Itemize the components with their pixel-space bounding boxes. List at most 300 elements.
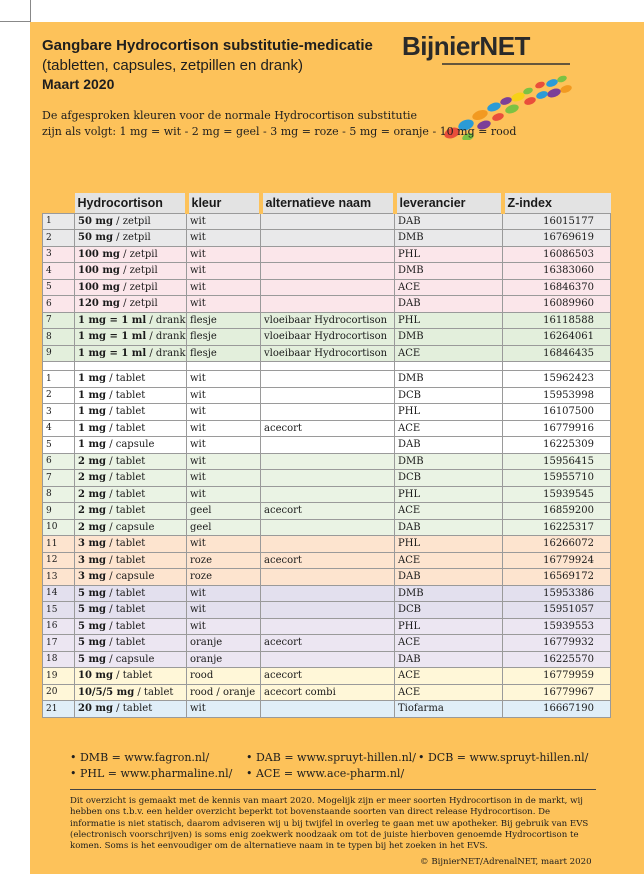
dose-form: / tablet (106, 488, 146, 500)
dose-value: 1 mg (78, 439, 107, 451)
dose-value: 1 mg (78, 406, 107, 418)
alternatieve-naam-cell (261, 387, 395, 404)
row-number: 5 (43, 437, 75, 454)
row-number: 20 (43, 684, 75, 701)
row-number: 11 (43, 536, 75, 553)
header-empty-cell (43, 193, 75, 213)
dose-form: / tablet (106, 373, 146, 385)
dose-form: / tablet (134, 686, 174, 698)
row-number: 18 (43, 651, 75, 668)
hydrocortison-cell (75, 536, 187, 553)
intro-line-1: De afgesproken kleuren voor de normale Hydrocortison substitutie (42, 109, 418, 122)
kleur-cell: wit (187, 279, 261, 296)
z-index-cell: 16086503 (503, 246, 611, 263)
dose-form: / capsule (106, 571, 155, 583)
leverancier-cell: DAB (395, 651, 503, 668)
kleur-cell: geel (187, 519, 261, 536)
dose-value: 5 mg (78, 587, 107, 599)
dose-value: 1 mg = 1 ml (78, 314, 147, 326)
table-row (43, 230, 611, 247)
z-index-cell: 15962423 (503, 371, 611, 388)
alternatieve-naam-cell: acecort (261, 668, 395, 685)
row-number: 9 (43, 503, 75, 520)
medication-table (42, 193, 611, 718)
row-number: 4 (43, 420, 75, 437)
dose-form: / zetpil (119, 265, 158, 277)
hydrocortison-cell (75, 312, 187, 329)
row-number: 17 (43, 635, 75, 652)
page-date: Maart 2020 (42, 76, 115, 92)
alternatieve-naam-cell (261, 618, 395, 635)
hydrocortison-cell (75, 387, 187, 404)
row-number: 10 (43, 519, 75, 536)
table-row (43, 345, 611, 362)
hydrocortison-cell (75, 651, 187, 668)
dose-value: 50 mg (78, 232, 113, 244)
dose-value: 50 mg (78, 215, 113, 227)
copyright-note: © BijnierNET/AdrenalNET, maart 2020 (420, 857, 592, 867)
alternatieve-naam-cell: vloeibaar Hydrocortison (261, 312, 395, 329)
row-number: 7 (43, 312, 75, 329)
table-row (43, 404, 611, 421)
z-index-cell: 16266072 (503, 536, 611, 553)
dose-form: / tablet (112, 703, 153, 715)
table-row (43, 453, 611, 470)
dose-value: 1 mg = 1 ml (78, 331, 147, 343)
top-crop-marks (0, 0, 644, 22)
table-row (43, 486, 611, 503)
table-row (43, 437, 611, 454)
dose-value: 1 mg = 1 ml (78, 347, 147, 359)
z-index-cell: 16846435 (503, 345, 611, 362)
crop-mark-horizontal (0, 21, 30, 22)
hydrocortison-cell (75, 552, 187, 569)
hydrocortison-cell (75, 470, 187, 487)
alternatieve-naam-cell (261, 585, 395, 602)
header-alternatieve-naam: alternatieve naam (261, 193, 395, 213)
link-dmb[interactable]: • DMB = www.fagron.nl/ (70, 751, 210, 764)
dose-value: 1 mg (78, 389, 107, 401)
table-row (43, 312, 611, 329)
table-row (43, 668, 611, 685)
leverancier-cell: DAB (395, 213, 503, 230)
dose-value: 2 mg (78, 505, 107, 517)
kleur-cell: rood (187, 668, 261, 685)
kleur-cell: wit (187, 470, 261, 487)
leverancier-cell: ACE (395, 552, 503, 569)
leverancier-cell: DMB (395, 230, 503, 247)
alternatieve-naam-cell: acecort combi (261, 684, 395, 701)
leverancier-cell: DAB (395, 296, 503, 313)
alternatieve-naam-cell (261, 371, 395, 388)
z-index-cell: 16769619 (503, 230, 611, 247)
kleur-cell: flesje (187, 345, 261, 362)
row-number: 9 (43, 345, 75, 362)
dose-form: / tablet (112, 670, 153, 682)
z-index-cell: 16225570 (503, 651, 611, 668)
row-number: 7 (43, 470, 75, 487)
dose-form: / tablet (106, 389, 146, 401)
intro-text (42, 108, 516, 140)
row-number: 3 (43, 404, 75, 421)
hydrocortison-cell (75, 296, 187, 313)
z-index-cell: 16225309 (503, 437, 611, 454)
table-row (43, 552, 611, 569)
table-row (43, 602, 611, 619)
kleur-cell: roze (187, 569, 261, 586)
dose-value: 5 mg (78, 604, 107, 616)
spacer-cell (187, 362, 261, 371)
kleur-cell: roze (187, 552, 261, 569)
spacer-cell (43, 362, 75, 371)
dose-value: 5 mg (78, 620, 107, 632)
table-row (43, 503, 611, 520)
row-number: 8 (43, 486, 75, 503)
header-z-index: Z-index (503, 193, 611, 213)
kleur-cell: flesje (187, 329, 261, 346)
dose-form: / tablet (106, 604, 146, 616)
leverancier-cell: DMB (395, 329, 503, 346)
crop-mark-vertical (30, 0, 31, 22)
dose-form: / tablet (106, 505, 146, 517)
link-dab[interactable]: • DAB = www.spruyt-hillen.nl/ (246, 751, 416, 764)
alternatieve-naam-cell: vloeibaar Hydrocortison (261, 329, 395, 346)
kleur-cell: wit (187, 701, 261, 718)
table-row (43, 279, 611, 296)
table-group-spacer (43, 362, 611, 371)
leverancier-cell: ACE (395, 684, 503, 701)
spacer-cell (75, 362, 187, 371)
hydrocortison-cell (75, 503, 187, 520)
alternatieve-naam-cell (261, 569, 395, 586)
hydrocortison-cell (75, 420, 187, 437)
hydrocortison-cell (75, 585, 187, 602)
table-row (43, 684, 611, 701)
header-hydrocortison: Hydrocortison (75, 193, 187, 213)
hydrocortison-cell (75, 329, 187, 346)
dose-form: / zetpil (119, 281, 158, 293)
alternatieve-naam-cell (261, 279, 395, 296)
leverancier-cell: DMB (395, 263, 503, 280)
dose-value: 10/5/5 mg (78, 686, 135, 698)
dose-value: 100 mg (78, 265, 120, 277)
table-row (43, 618, 611, 635)
row-number: 2 (43, 387, 75, 404)
intro-line-2: zijn als volgt: 1 mg = wit - 2 mg = geel - 3 mg = roze - 5 mg = oranje - 10 mg = rood (42, 125, 517, 138)
dose-value: 5 mg (78, 653, 107, 665)
dose-form: / zetpil (112, 215, 151, 227)
table-row (43, 519, 611, 536)
dose-form: / zetpil (119, 248, 158, 260)
leverancier-cell: ACE (395, 635, 503, 652)
alternatieve-naam-cell: acecort (261, 420, 395, 437)
table-row (43, 213, 611, 230)
page-subtitle: (tabletten, capsules, zetpillen en drank) (42, 57, 303, 74)
row-number: 2 (43, 230, 75, 247)
dose-form: / drank (146, 347, 186, 359)
hydrocortison-cell (75, 230, 187, 247)
kleur-cell: wit (187, 371, 261, 388)
row-number: 19 (43, 668, 75, 685)
kleur-cell: wit (187, 246, 261, 263)
dose-form: / tablet (106, 422, 146, 434)
z-index-cell: 15939545 (503, 486, 611, 503)
z-index-cell: 15956415 (503, 453, 611, 470)
footer-divider (70, 789, 596, 790)
table-row (43, 701, 611, 718)
link-dcb[interactable]: • DCB = www.spruyt-hillen.nl/ (418, 751, 589, 764)
leverancier-cell: ACE (395, 503, 503, 520)
table-row (43, 329, 611, 346)
table-row (43, 387, 611, 404)
leverancier-cell: DAB (395, 519, 503, 536)
hydrocortison-cell (75, 404, 187, 421)
kleur-cell: wit (187, 420, 261, 437)
dose-value: 20 mg (78, 703, 113, 715)
spacer-cell (503, 362, 611, 371)
z-index-cell: 15939553 (503, 618, 611, 635)
hydrocortison-cell (75, 437, 187, 454)
kleur-cell: wit (187, 602, 261, 619)
page-title: Gangbare Hydrocortison substitutie-medicatie (42, 37, 373, 54)
table-row (43, 371, 611, 388)
alternatieve-naam-cell: acecort (261, 635, 395, 652)
alternatieve-naam-cell: vloeibaar Hydrocortison (261, 345, 395, 362)
dose-value: 1 mg (78, 422, 107, 434)
hydrocortison-cell (75, 453, 187, 470)
row-number: 3 (43, 246, 75, 263)
row-number: 14 (43, 585, 75, 602)
hydrocortison-cell (75, 345, 187, 362)
hydrocortison-cell (75, 602, 187, 619)
z-index-cell: 16779924 (503, 552, 611, 569)
kleur-cell: geel (187, 503, 261, 520)
dose-form: / tablet (106, 455, 146, 467)
hydrocortison-cell (75, 618, 187, 635)
kleur-cell: wit (187, 437, 261, 454)
leverancier-cell: ACE (395, 668, 503, 685)
z-index-cell: 16118588 (503, 312, 611, 329)
link-phl[interactable]: • PHL = www.pharmaline.nl/ (70, 767, 233, 780)
leverancier-cell: DCB (395, 470, 503, 487)
alternatieve-naam-cell (261, 486, 395, 503)
alternatieve-naam-cell (261, 404, 395, 421)
dose-value: 1 mg (78, 373, 107, 385)
alternatieve-naam-cell (261, 296, 395, 313)
z-index-cell: 15951057 (503, 602, 611, 619)
dose-form: / tablet (106, 406, 146, 418)
dose-form: / tablet (106, 620, 146, 632)
leverancier-cell: ACE (395, 420, 503, 437)
spacer-cell (261, 362, 395, 371)
leverancier-cell: DMB (395, 453, 503, 470)
leverancier-cell: DAB (395, 437, 503, 454)
z-index-cell: 16779959 (503, 668, 611, 685)
row-number: 12 (43, 552, 75, 569)
alternatieve-naam-cell: acecort (261, 552, 395, 569)
row-number: 5 (43, 279, 75, 296)
dose-form: / capsule (106, 653, 155, 665)
hydrocortison-cell (75, 569, 187, 586)
table-row (43, 420, 611, 437)
table-row (43, 263, 611, 280)
leverancier-cell: Tiofarma (395, 701, 503, 718)
dose-value: 100 mg (78, 248, 120, 260)
leverancier-cell: PHL (395, 618, 503, 635)
dose-value: 10 mg (78, 670, 113, 682)
table-row (43, 635, 611, 652)
alternatieve-naam-cell (261, 519, 395, 536)
table-row (43, 470, 611, 487)
row-number: 21 (43, 701, 75, 718)
hydrocortison-cell (75, 213, 187, 230)
hydrocortison-cell (75, 701, 187, 718)
dose-form: / zetpil (112, 232, 151, 244)
alternatieve-naam-cell (261, 437, 395, 454)
z-index-cell: 16667190 (503, 701, 611, 718)
row-number: 6 (43, 296, 75, 313)
leverancier-cell: PHL (395, 536, 503, 553)
kleur-cell: wit (187, 618, 261, 635)
leverancier-cell: ACE (395, 279, 503, 296)
table-row (43, 585, 611, 602)
row-number: 4 (43, 263, 75, 280)
row-number: 13 (43, 569, 75, 586)
z-index-cell: 16015177 (503, 213, 611, 230)
hydrocortison-cell (75, 371, 187, 388)
page-title-block (42, 36, 373, 94)
leverancier-cell: PHL (395, 312, 503, 329)
z-index-cell: 16779916 (503, 420, 611, 437)
kleur-cell: rood / oranje (187, 684, 261, 701)
dose-value: 2 mg (78, 472, 107, 484)
z-index-cell: 16569172 (503, 569, 611, 586)
z-index-cell: 16225317 (503, 519, 611, 536)
table-row (43, 651, 611, 668)
dose-value: 3 mg (78, 571, 107, 583)
table-row (43, 246, 611, 263)
leverancier-cell: ACE (395, 345, 503, 362)
row-number: 15 (43, 602, 75, 619)
z-index-cell: 16264061 (503, 329, 611, 346)
hydrocortison-cell (75, 246, 187, 263)
dose-form: / drank (146, 314, 186, 326)
kleur-cell: oranje (187, 651, 261, 668)
z-index-cell: 16383060 (503, 263, 611, 280)
kleur-cell: wit (187, 453, 261, 470)
row-number: 16 (43, 618, 75, 635)
alternatieve-naam-cell (261, 602, 395, 619)
spacer-cell (395, 362, 503, 371)
alternatieve-naam-cell (261, 701, 395, 718)
z-index-cell: 15953386 (503, 585, 611, 602)
z-index-cell: 16107500 (503, 404, 611, 421)
header-kleur: kleur (187, 193, 261, 213)
row-number: 8 (43, 329, 75, 346)
logo-wordmark: BijnierNET (402, 31, 530, 61)
kleur-cell: wit (187, 230, 261, 247)
alternatieve-naam-cell (261, 453, 395, 470)
alternatieve-naam-cell (261, 536, 395, 553)
z-index-cell: 15953998 (503, 387, 611, 404)
dose-form: / capsule (106, 439, 155, 451)
row-number: 1 (43, 371, 75, 388)
hydrocortison-cell (75, 486, 187, 503)
z-index-cell: 16779967 (503, 684, 611, 701)
kleur-cell: wit (187, 486, 261, 503)
leverancier-cell: PHL (395, 404, 503, 421)
dose-form: / drank (146, 331, 186, 343)
dose-form: / tablet (106, 538, 146, 550)
alternatieve-naam-cell (261, 230, 395, 247)
leverancier-cell: DMB (395, 371, 503, 388)
footer-disclaimer: Dit overzicht is gemaakt met de kennis van maart 2020. Mogelijk zijn er meer soorten Hydrocortison in de markt, wij hebben ons t.b.v. een helder overzicht beperkt tot bovenstaande soorten van direct release Hydrocortison. De informatie is niet statisch, daarom adviseren wij u bij twijfel in overleg te gaan met uw apotheker. Bij gebruik van EVS (electronisch voorschrijven) is soms enig zoekwerk noodzaak om tot de juiste hierboven genoemde Hydrocortison te komen. Soms is het eenvoudiger om de alternatieve naam in te typen bij het zoeken in het EVS. (70, 796, 589, 852)
link-ace[interactable]: • ACE = www.ace-pharm.nl/ (246, 767, 405, 780)
z-index-cell: 16859200 (503, 503, 611, 520)
alternatieve-naam-cell (261, 246, 395, 263)
z-index-cell: 16779932 (503, 635, 611, 652)
dose-value: 120 mg (78, 298, 120, 310)
kleur-cell: wit (187, 296, 261, 313)
z-index-cell: 16846370 (503, 279, 611, 296)
hydrocortison-cell (75, 668, 187, 685)
dose-form: / tablet (106, 472, 146, 484)
leverancier-cell: DCB (395, 387, 503, 404)
alternatieve-naam-cell (261, 470, 395, 487)
kleur-cell: wit (187, 585, 261, 602)
alternatieve-naam-cell (261, 651, 395, 668)
kleur-cell: oranje (187, 635, 261, 652)
leverancier-cell: PHL (395, 486, 503, 503)
table-row (43, 569, 611, 586)
kleur-cell: wit (187, 263, 261, 280)
kleur-cell: flesje (187, 312, 261, 329)
leverancier-cell: DCB (395, 602, 503, 619)
dose-form: / capsule (106, 521, 155, 533)
leverancier-cell: DAB (395, 569, 503, 586)
kleur-cell: wit (187, 213, 261, 230)
hydrocortison-cell (75, 684, 187, 701)
dose-form: / tablet (106, 637, 146, 649)
dose-value: 3 mg (78, 538, 107, 550)
dose-value: 2 mg (78, 488, 107, 500)
hydrocortison-cell (75, 635, 187, 652)
kleur-cell: wit (187, 536, 261, 553)
hydrocortison-cell (75, 279, 187, 296)
hydrocortison-cell (75, 519, 187, 536)
alternatieve-naam-cell: acecort (261, 503, 395, 520)
hydrocortison-cell (75, 263, 187, 280)
z-index-cell: 15955710 (503, 470, 611, 487)
table-row (43, 296, 611, 313)
dose-form: / zetpil (119, 298, 158, 310)
row-number: 1 (43, 213, 75, 230)
dose-form: / tablet (106, 587, 146, 599)
dose-value: 2 mg (78, 455, 107, 467)
table-header-row (43, 193, 611, 213)
z-index-cell: 16089960 (503, 296, 611, 313)
dose-value: 100 mg (78, 281, 120, 293)
table-row (43, 536, 611, 553)
row-number: 6 (43, 453, 75, 470)
dose-value: 5 mg (78, 637, 107, 649)
leverancier-cell: PHL (395, 246, 503, 263)
alternatieve-naam-cell (261, 213, 395, 230)
header-leverancier: leverancier (395, 193, 503, 213)
kleur-cell: wit (187, 404, 261, 421)
kleur-cell: wit (187, 387, 261, 404)
alternatieve-naam-cell (261, 263, 395, 280)
